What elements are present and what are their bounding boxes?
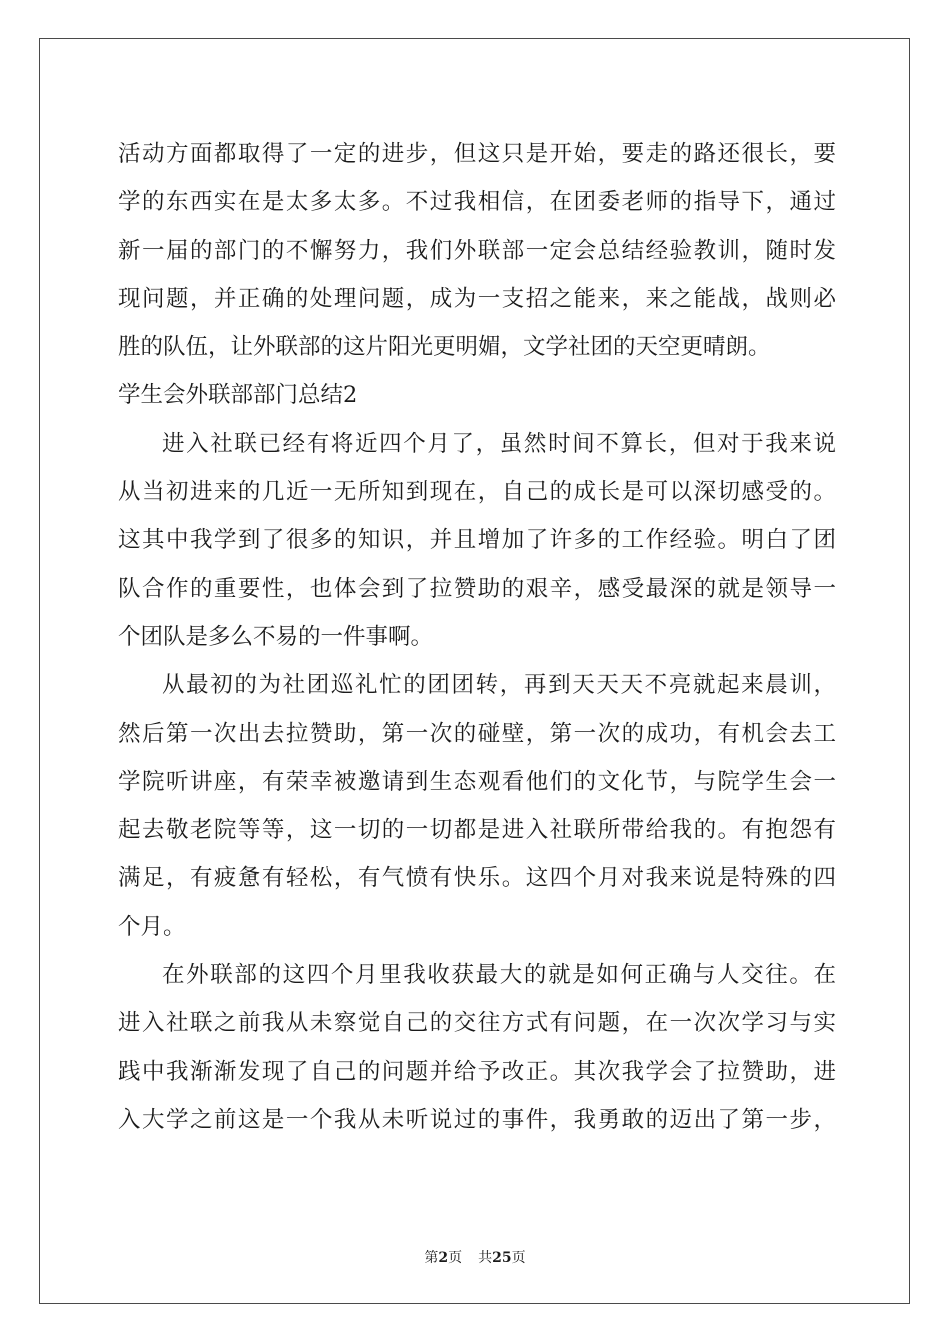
text-line: 这其中我学到了很多的知识，并且增加了许多的工作经验。明白了团 bbox=[118, 527, 836, 554]
text-line: 新一届的部门的不懈努力，我们外联部一定会总结经验教训，随时发 bbox=[118, 237, 836, 264]
text-line: 入大学之前这是一个我从未听说过的事件，我勇敢的迈出了第一步， bbox=[118, 1106, 836, 1133]
text-line: 从最初的为社团巡礼忙的团团转，再到天天天不亮就起来晨训， bbox=[162, 672, 836, 699]
page-prefix: 第 bbox=[424, 1250, 439, 1266]
text-line: 队合作的重要性，也体会到了拉赞助的艰辛，感受最深的就是领导一 bbox=[118, 575, 836, 602]
text-line: 起去敬老院等等，这一切的一切都是进入社联所带给我的。有抱怨有 bbox=[118, 817, 836, 844]
page-total: 25 bbox=[492, 1250, 512, 1266]
text-line: 从当初进来的几近一无所知到现在，自己的成长是可以深切感受的。 bbox=[118, 479, 836, 506]
continuation-paragraph bbox=[118, 130, 836, 371]
text-line: 个月。 bbox=[118, 913, 186, 940]
paragraph-3 bbox=[118, 951, 836, 1144]
text-line: 个团队是多么不易的一件事啊。 bbox=[118, 623, 434, 650]
text-line: 学院听讲座，有荣幸被邀请到生态观看他们的文化节，与院学生会一 bbox=[118, 768, 836, 795]
text-line: 现问题，并正确的处理问题，成为一支招之能来，来之能战，战则必 bbox=[118, 285, 836, 312]
text-line: 进入社联之前我从未察觉自己的交往方式有问题，在一次次学习与实 bbox=[118, 1010, 836, 1037]
section-heading: 学生会外联部部门总结2 bbox=[118, 382, 358, 409]
total-suffix: 页 bbox=[511, 1250, 526, 1266]
paragraph-2 bbox=[118, 661, 836, 951]
page-suffix: 页 bbox=[448, 1250, 463, 1266]
text-line: 进入社联已经有将近四个月了，虽然时间不算长，但对于我来说 bbox=[162, 430, 836, 457]
text-line: 在外联部的这四个月里我收获最大的就是如何正确与人交往。在 bbox=[162, 962, 836, 989]
text-line: 践中我渐渐发现了自己的问题并给予改正。其次我学会了拉赞助，进 bbox=[118, 1058, 836, 1085]
document-body bbox=[118, 130, 836, 1144]
text-line: 然后第一次出去拉赞助，第一次的碰壁，第一次的成功，有机会去工 bbox=[118, 720, 836, 747]
text-line: 活动方面都取得了一定的进步，但这只是开始，要走的路还很长，要 bbox=[118, 141, 836, 167]
page-footer bbox=[0, 1247, 950, 1267]
paragraph-1 bbox=[118, 420, 836, 661]
text-line: 学的东西实在是太多太多。不过我相信，在团委老师的指导下，通过 bbox=[118, 189, 836, 216]
total-prefix: 共 bbox=[478, 1250, 493, 1266]
text-line: 胜的队伍，让外联部的这片阳光更明媚，文学社团的天空更晴朗。 bbox=[118, 334, 771, 361]
text-line: 满足，有疲惫有轻松，有气愤有快乐。这四个月对我来说是特殊的四 bbox=[118, 865, 836, 892]
page-number: 2 bbox=[438, 1250, 449, 1266]
